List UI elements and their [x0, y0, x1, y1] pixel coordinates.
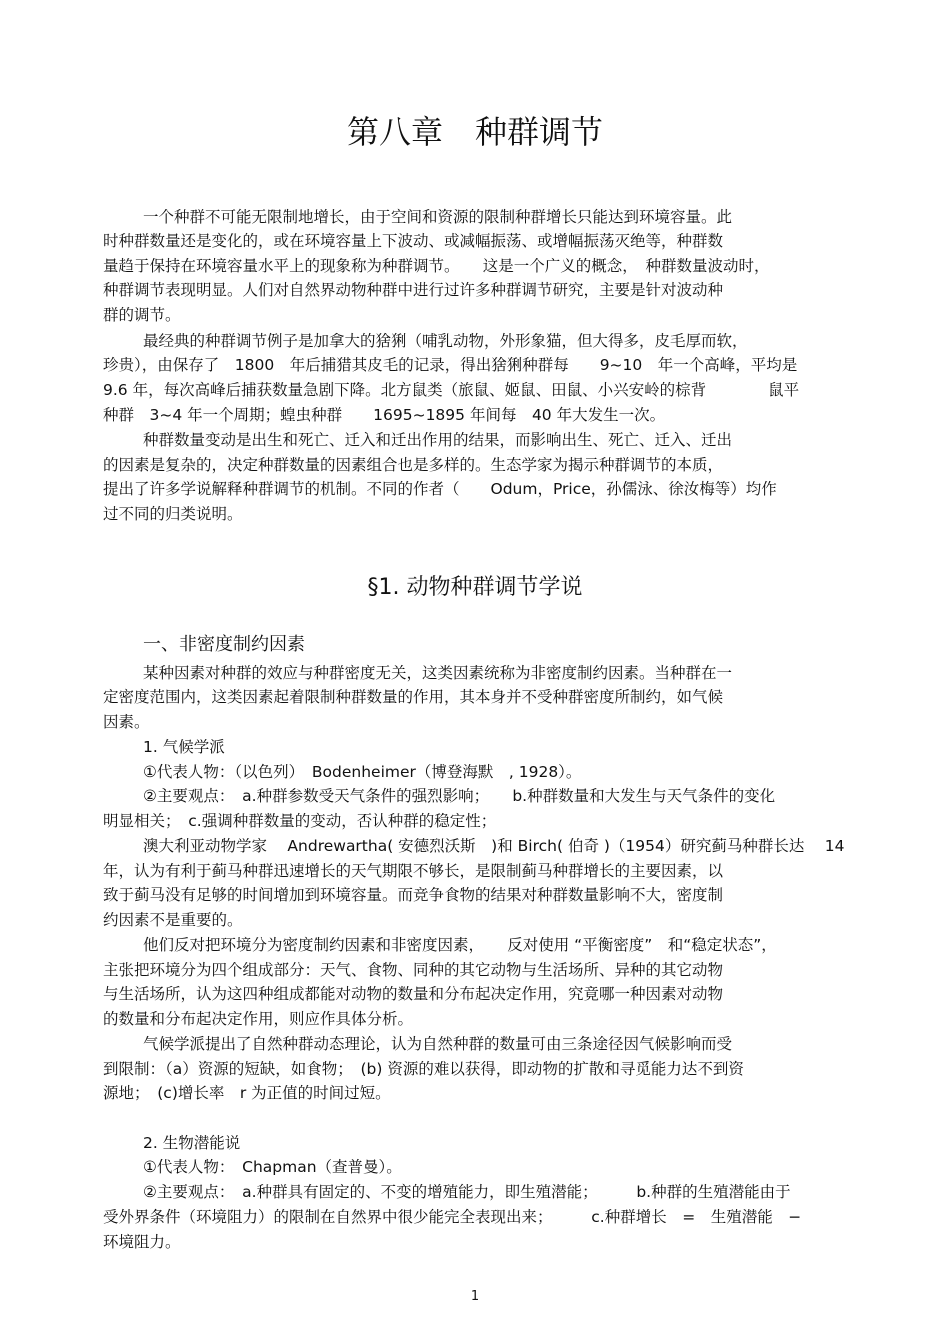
text-line: 群的调节。: [103, 306, 181, 324]
text-line: 一个种群不可能无限制地增长，由于空间和资源的限制种群增长只能达到环境容量。此: [143, 208, 733, 226]
text-line: 过不同的归类说明。: [103, 505, 243, 523]
text-line: 源地； (c)增长率 r 为正值的时间过短。: [103, 1084, 391, 1102]
text-line: ①代表人物： Chapman（查普曼）。: [143, 1158, 402, 1176]
text-line: 2. 生物潜能说: [143, 1134, 241, 1152]
text-line: 到限制：（a）资源的短缺，如食物； (b) 资源的难以获得，即动物的扩散和寻觅能力达不到资: [103, 1060, 744, 1078]
text-line: 受外界条件（环境阻力）的限制在自然界中很少能完全表现出来； c.种群增长 = 生殖潜能 −: [103, 1208, 802, 1226]
text-line: 珍贵），由保存了 1800 年后捕猎其皮毛的记录，得出猞猁种群每 9~10 年一个高峰，平均是: [103, 356, 798, 374]
text-line: 致于蓟马没有足够的时间增加到环境容量。而竞争食物的结果对种群数量影响不大，密度制: [103, 886, 724, 904]
page-number: 1: [470, 1289, 480, 1304]
section-heading: §1. 动物种群调节学说: [367, 575, 583, 600]
text-line: 种群 3~4 年一个周期；蝗虫种群 1695~1895 年间每 40 年大发生一次。: [103, 406, 666, 424]
chapter-title: 第八章 种群调节: [346, 113, 603, 151]
text-line: 气候学派提出了自然种群动态理论，认为自然种群的数量可由三条途径因气候影响而受: [143, 1035, 733, 1053]
text-line: 某种因素对种群的效应与种群密度无关，这类因素统称为非密度制约因素。当种群在一: [143, 664, 733, 682]
text-line: ②主要观点： a.种群具有固定的、不变的增殖能力，即生殖潜能； b.种群的生殖潜能由于: [143, 1183, 791, 1201]
text-line: 提出了许多学说解释种群调节的机制。不同的作者（ Odum，Price，孙儒泳、徐汝梅等）均作: [103, 480, 777, 498]
text-line: 最经典的种群调节例子是加拿大的猞猁（哺乳动物，外形象猫，但大得多，皮毛厚而软，: [143, 332, 748, 350]
text-line: 环境阻力。: [103, 1233, 181, 1251]
text-line: 因素。: [103, 713, 150, 731]
text-line: ②主要观点： a.种群参数受天气条件的强烈影响； b.种群数量和大发生与天气条件的变化: [143, 787, 776, 805]
text-line: 明显相关； c.强调种群数量的变动，否认种群的稳定性；: [103, 812, 497, 830]
text-line: 1. 气候学派: [143, 738, 225, 756]
text-line: 年，认为有利于蓟马种群迅速增长的天气期限不够长，是限制蓟马种群增长的主要因素，以: [103, 862, 724, 880]
text-line: 种群数量变动是出生和死亡、迁入和迁出作用的结果，而影响出生、死亡、迁入、迁出: [143, 431, 733, 449]
subsection-heading: 一、非密度制约因素: [143, 634, 305, 655]
text-line: 种群调节表现明显。人们对自然界动物种群中进行过许多种群调节研究，主要是针对波动种: [103, 281, 724, 299]
text-line: 的数量和分布起决定作用，则应作具体分析。: [103, 1010, 414, 1028]
text-line: 的因素是复杂的，决定种群数量的因素组合也是多样的。生态学家为揭示种群调节的本质，: [103, 456, 724, 474]
text-line: 与生活场所，认为这四种组成都能对动物的数量和分布起决定作用，究竟哪一种因素对动物: [103, 985, 724, 1003]
text-line: ①代表人物：（以色列） Bodenheimer（博登海默 , 1928）。: [143, 763, 582, 781]
text-line: 主张把环境分为四个组成部分：天气、食物、同种的其它动物与生活场所、异种的其它动物: [103, 961, 724, 979]
text-line: 时种群数量还是变化的，或在环境容量上下波动、或减幅振荡、或增幅振荡灭绝等，种群数: [103, 232, 724, 250]
text-line: 澳大利亚动物学家 Andrewartha( 安德烈沃斯 )和 Birch( 伯奇 )（1954）研究蓟马种群长达 14: [143, 837, 845, 855]
text-line: 9.6 年，每次高峰后捕获数量急剧下降。北方鼠类（旅鼠、姬鼠、田鼠、小兴安岭的棕背 鼠平: [103, 381, 800, 399]
text-line: 量趋于保持在环境容量水平上的现象称为种群调节。 这是一个广义的概念， 种群数量波动时，: [103, 257, 770, 275]
text-line: 约因素不是重要的。: [103, 911, 243, 929]
text-line: 定密度范围内，这类因素起着限制种群数量的作用，其本身并不受种群密度所制约，如气候: [103, 688, 724, 706]
text-line: 他们反对把环境分为密度制约因素和非密度因素， 反对使用 “平衡密度” 和“稳定状态”，: [143, 936, 777, 954]
